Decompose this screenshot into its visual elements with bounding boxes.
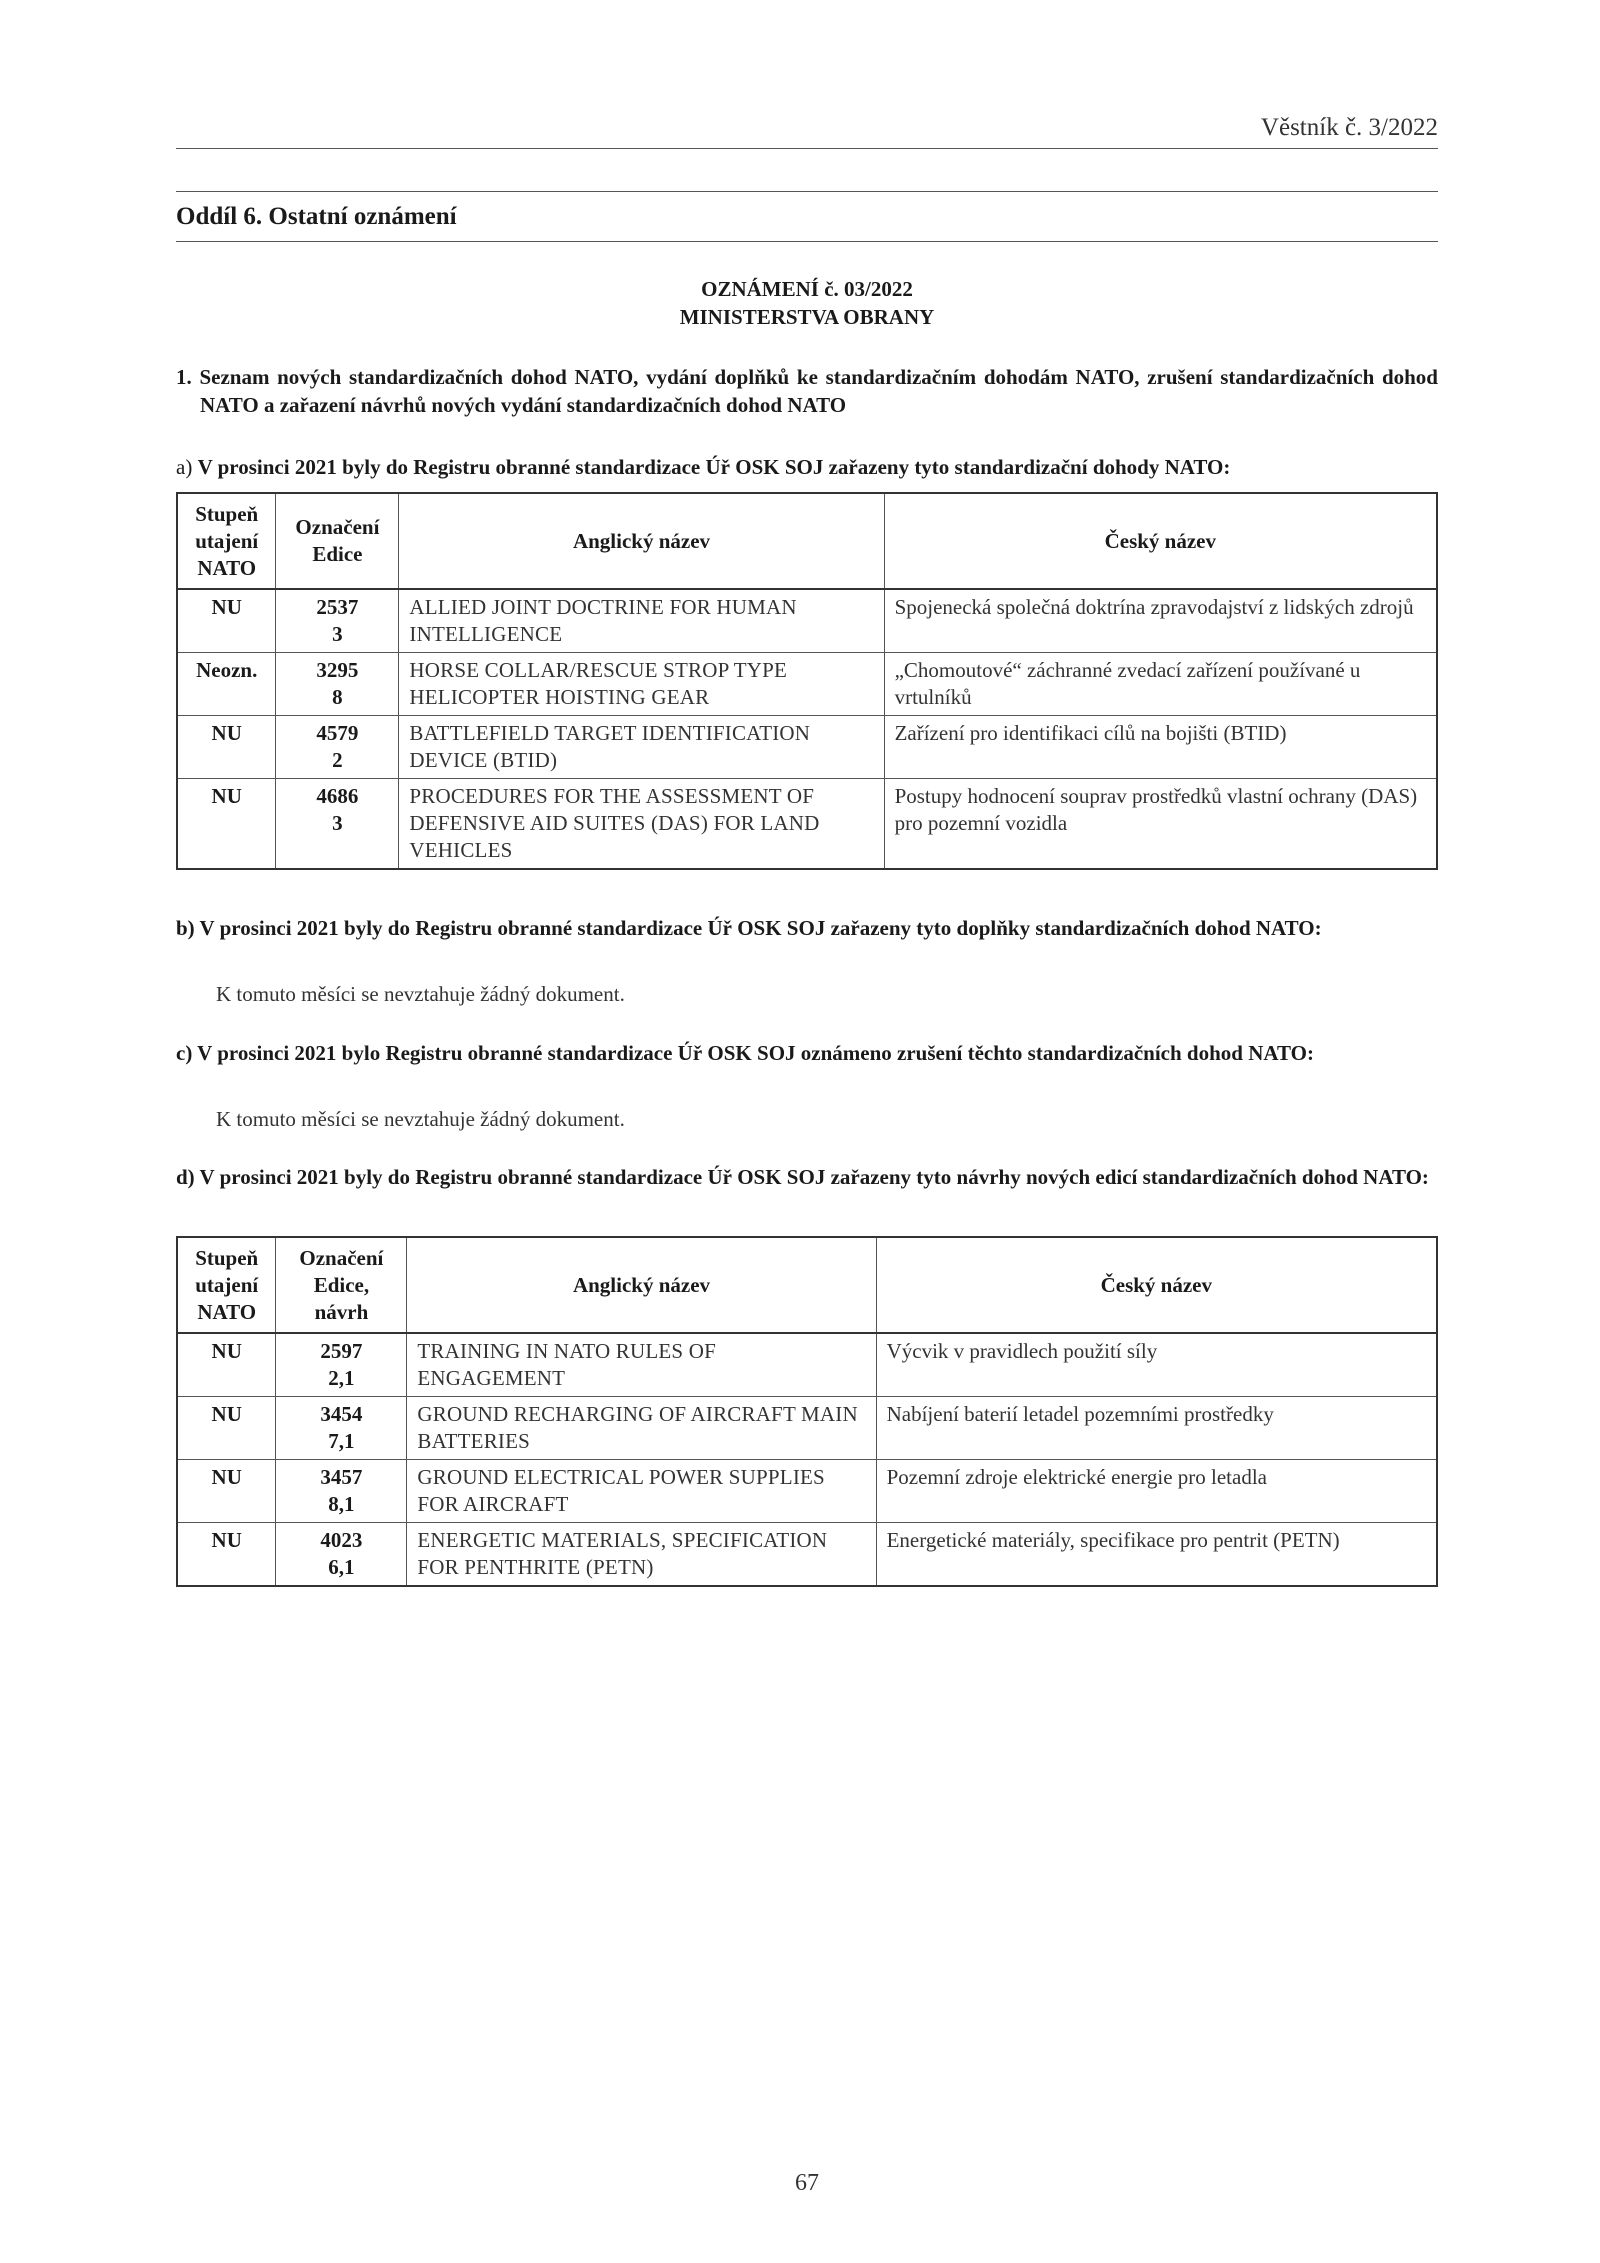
edition: 8 [332, 685, 343, 709]
cell-level: NU [177, 589, 276, 653]
edition: 7,1 [328, 1429, 355, 1453]
edition: 3 [332, 622, 343, 646]
part-d-text: d) V prosinci 2021 byly do Registru obranné standardizace Úř OSK SOJ zařazeny tyto návrhy nových edicí standardizačních dohod NATO: [176, 1165, 1429, 1189]
cell-level: Neozn. [177, 653, 276, 716]
running-head: Věstník č. 3/2022 [1260, 114, 1438, 141]
cell-czech-title: Energetické materiály, specifikace pro pentrit (PETN) [876, 1523, 1437, 1587]
cell-english-title: PROCEDURES FOR THE ASSESSMENT OF DEFENSIVE AID SUITES (DAS) FOR LAND VEHICLES [399, 779, 884, 870]
part-b-text: b) V prosinci 2021 byly do Registru obranné standardizace Úř OSK SOJ zařazeny tyto doplňky standardizačních dohod NATO: [176, 916, 1322, 940]
cell-english-title: ALLIED JOINT DOCTRINE FOR HUMAN INTELLIGENCE [399, 589, 884, 653]
table-header-row [177, 1237, 1437, 1333]
cell-czech-title: „Chomoutové“ záchranné zvedací zařízení používané u vrtulníků [884, 653, 1437, 716]
table-row [177, 1397, 1437, 1460]
cell-czech-title: Pozemní zdroje elektrické energie pro letadla [876, 1460, 1437, 1523]
edition: 3 [332, 811, 343, 835]
cell-czech-title: Spojenecká společná doktrína zpravodajství z lidských zdrojů [884, 589, 1437, 653]
page-number: 67 [795, 2170, 819, 2196]
notice-title-line2: MINISTERSTVA OBRANY [679, 305, 935, 329]
part-b-note: K tomuto měsíci se nevztahuje žádný dokument. [216, 982, 625, 1006]
section-title: Oddíl 6. Ostatní oznámení [176, 203, 457, 230]
cell-level: NU [177, 1397, 276, 1460]
cell-english-title: BATTLEFIELD TARGET IDENTIFICATION DEVICE (BTID) [399, 716, 884, 779]
table-row [177, 779, 1437, 870]
section-rule-top [176, 191, 1438, 192]
cell-english-title: GROUND RECHARGING OF AIRCRAFT MAIN BATTERIES [407, 1397, 876, 1460]
stanag-number: 3457 [320, 1465, 363, 1489]
part-a-heading [176, 453, 1438, 481]
cell-designation [276, 716, 399, 779]
part-c-heading [176, 1039, 1438, 1067]
edition: 2 [332, 748, 343, 772]
cell-level: NU [177, 1333, 276, 1397]
stanag-number: 3295 [316, 658, 359, 682]
stanag-number: 2597 [320, 1339, 363, 1363]
standards-table-d [176, 1236, 1438, 1587]
cell-english-title: HORSE COLLAR/RESCUE STROP TYPE HELICOPTER HOISTING GEAR [399, 653, 884, 716]
table-row [177, 1460, 1437, 1523]
table-row [177, 1523, 1437, 1587]
header-english: Anglický název [399, 493, 884, 589]
cell-level: NU [177, 779, 276, 870]
part-a-label: a) [176, 455, 193, 479]
table-row [177, 1333, 1437, 1397]
part-c-note: K tomuto měsíci se nevztahuje žádný dokument. [216, 1107, 625, 1131]
cell-level: NU [177, 1460, 276, 1523]
cell-czech-title: Výcvik v pravidlech použití síly [876, 1333, 1437, 1397]
header-level: Stupeň utajení NATO [177, 1237, 276, 1333]
stanag-number: 4023 [320, 1528, 363, 1552]
header-czech: Český název [876, 1237, 1437, 1333]
cell-designation [276, 653, 399, 716]
cell-designation [276, 1460, 407, 1523]
header-english: Anglický název [407, 1237, 876, 1333]
cell-czech-title: Nabíjení baterií letadel pozemními prostředky [876, 1397, 1437, 1460]
header-designation: Označení Edice, návrh [276, 1237, 407, 1333]
item-1-heading: 1. Seznam nových standardizačních dohod NATO, vydání doplňků ke standardizačním dohodám NATO, zrušení standardizačních dohod NATO a zařazení návrhů nových vydání standardizačních dohod NATO [176, 365, 1438, 417]
table-row [177, 589, 1437, 653]
header-level: Stupeň utajení NATO [177, 493, 276, 589]
table-row [177, 716, 1437, 779]
edition: 8,1 [328, 1492, 355, 1516]
cell-level: NU [177, 1523, 276, 1587]
part-c-text: c) V prosinci 2021 bylo Registru obranné standardizace Úř OSK SOJ oznámeno zrušení těchto standardizačních dohod NATO: [176, 1041, 1314, 1065]
standards-table-a [176, 492, 1438, 870]
stanag-number: 2537 [316, 595, 359, 619]
header-czech: Český název [884, 493, 1437, 589]
table-row [177, 653, 1437, 716]
table-header-row [177, 493, 1437, 589]
header-designation: Označení Edice [276, 493, 399, 589]
cell-czech-title: Zařízení pro identifikaci cílů na bojišti (BTID) [884, 716, 1437, 779]
cell-level: NU [177, 716, 276, 779]
stanag-number: 4579 [316, 721, 359, 745]
notice-title-line1: OZNÁMENÍ č. 03/2022 [701, 277, 913, 301]
cell-designation [276, 1397, 407, 1460]
edition: 6,1 [328, 1555, 355, 1579]
cell-english-title: ENERGETIC MATERIALS, SPECIFICATION FOR PENTHRITE (PETN) [407, 1523, 876, 1587]
header-rule [176, 148, 1438, 149]
part-d-heading [176, 1163, 1438, 1191]
cell-english-title: TRAINING IN NATO RULES OF ENGAGEMENT [407, 1333, 876, 1397]
cell-designation [276, 779, 399, 870]
stanag-number: 3454 [320, 1402, 363, 1426]
cell-czech-title: Postupy hodnocení souprav prostředků vlastní ochrany (DAS) pro pozemní vozidla [884, 779, 1437, 870]
edition: 2,1 [328, 1366, 355, 1390]
part-b-heading [176, 914, 1438, 942]
part-a-text: V prosinci 2021 byly do Registru obranné standardizace Úř OSK SOJ zařazeny tyto standardizační dohody NATO: [197, 455, 1231, 479]
stanag-number: 4686 [316, 784, 359, 808]
notice-title [176, 275, 1438, 331]
cell-designation [276, 1333, 407, 1397]
cell-designation [276, 589, 399, 653]
cell-designation [276, 1523, 407, 1587]
cell-english-title: GROUND ELECTRICAL POWER SUPPLIES FOR AIRCRAFT [407, 1460, 876, 1523]
section-rule-bottom [176, 241, 1438, 242]
